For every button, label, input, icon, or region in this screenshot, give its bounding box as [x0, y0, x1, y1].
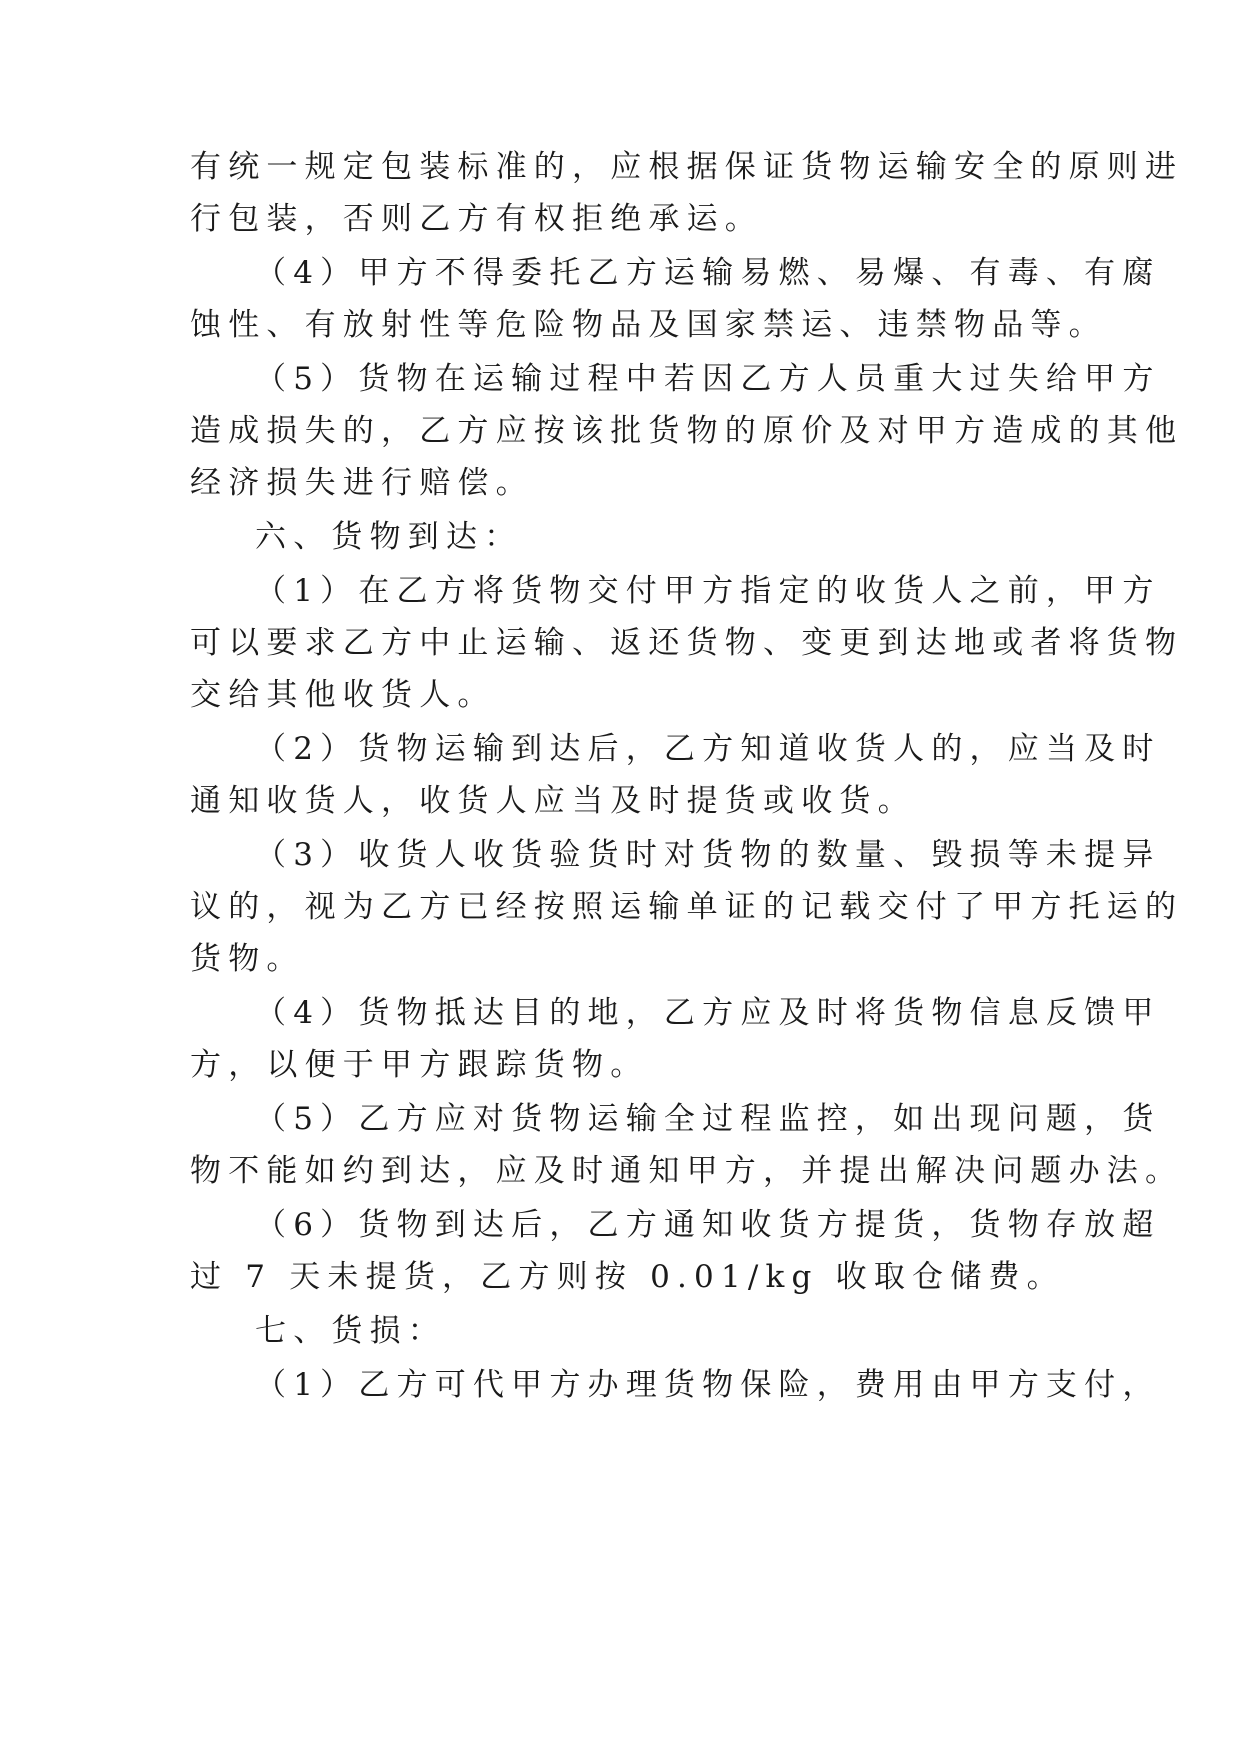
text-line-24: （1）乙方可代甲方办理货物保险，费用由甲方支付，: [255, 1367, 1161, 1403]
text-line-12: （2）货物运输到达后，乙方知道收货人的，应当及时: [255, 731, 1161, 767]
text-line-1: 有统一规定包装标准的，应根据保证货物运输安全的原则进: [190, 149, 1184, 185]
text-line-17: （4）货物抵达目的地，乙方应及时将货物信息反馈甲: [255, 995, 1161, 1031]
text-line-21: （6）货物到达后，乙方通知收货方提货，货物存放超: [255, 1207, 1161, 1243]
text-line-19: （5）乙方应对货物运输全过程监控，如出现问题，货: [255, 1101, 1161, 1137]
text-line-2: 行包装，否则乙方有权拒绝承运。: [190, 201, 763, 237]
text-line-18: 方，以便于甲方跟踪货物。: [190, 1047, 649, 1083]
text-line-5: （5）货物在运输过程中若因乙方人员重大过失给甲方: [255, 361, 1161, 397]
text-line-3: （4）甲方不得委托乙方运输易燃、易爆、有毒、有腐: [255, 255, 1161, 291]
text-line-7: 经济损失进行赔偿。: [190, 465, 534, 501]
text-line-20: 物不能如约到达，应及时通知甲方，并提出解决问题办法。: [190, 1153, 1184, 1189]
text-line-6: 造成损失的，乙方应按该批货物的原价及对甲方造成的其他: [190, 413, 1184, 449]
text-line-13: 通知收货人，收货人应当及时提货或收货。: [190, 783, 916, 819]
text-line-9: （1）在乙方将货物交付甲方指定的收货人之前，甲方: [255, 573, 1161, 609]
text-line-4: 蚀性、有放射性等危险物品及国家禁运、违禁物品等。: [190, 307, 1107, 343]
text-line-14: （3）收货人收货验货时对货物的数量、毁损等未提异: [255, 837, 1161, 873]
text-line-15: 议的，视为乙方已经按照运输单证的记载交付了甲方托运的: [190, 889, 1184, 925]
text-line-22: 过 7 天未提货，乙方则按 0.01/kg 收取仓储费。: [190, 1259, 1065, 1295]
section-heading-6: 六、货物到达：: [255, 519, 523, 555]
text-line-16: 货物。: [190, 941, 305, 977]
text-line-11: 交给其他收货人。: [190, 677, 496, 713]
text-line-10: 可以要求乙方中止运输、返还货物、变更到达地或者将货物: [190, 625, 1184, 661]
section-heading-7: 七、货损：: [255, 1313, 446, 1349]
